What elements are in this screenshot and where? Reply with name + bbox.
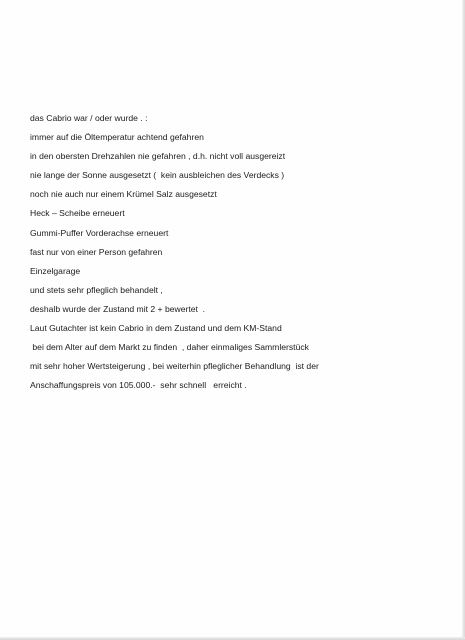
text-line: das Cabrio war / oder wurde . : [30,113,148,123]
text-line: deshalb wurde der Zustand mit 2 + bewertet . [30,303,206,314]
text-line: Einzelgarage [30,265,81,276]
text-line: mit sehr hoher Wertsteigerung , bei weiterhin pfleglicher Behandlung ist der [30,361,319,372]
text-line: Anschaffungspreis von 105.000.- sehr schnell erreicht . [30,380,247,391]
text-line: bei dem Alter auf dem Markt zu finden , daher einmaliges Sammlerstück [30,342,309,353]
text-line: in den obersten Drehzahlen nie gefahren , d.h. nicht voll ausgereizt [30,151,286,162]
text-line: und stets sehr pfleglich behandelt , [30,284,163,295]
text-line: Laut Gutachter ist kein Cabrio in dem Zustand und dem KM-Stand [30,323,282,334]
text-line: fast nur von einer Person gefahren [30,246,163,257]
text-line: noch nie auch nur einem Krümel Salz ausgesetzt [30,189,217,200]
text-line: nie lange der Sonne ausgesetzt ( kein ausbleichen des Verdecks ) [30,170,285,181]
text-line: Gummi-Puffer Vorderachse erneuert [30,227,169,238]
document-text [30,109,450,395]
text-line: immer auf die Öltemperatur achtend gefahren [30,132,204,143]
text-line: Heck – Scheibe erneuert [30,208,125,219]
